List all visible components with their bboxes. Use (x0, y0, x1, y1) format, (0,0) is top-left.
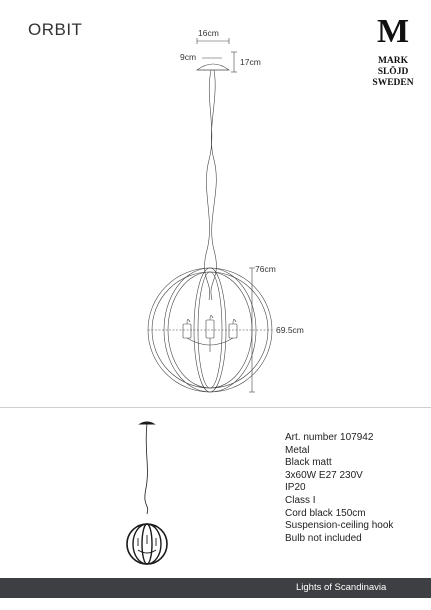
spec-material: Metal (285, 444, 310, 456)
shade-height-label: 76cm (255, 264, 276, 274)
shade-width-label: 69.5cm (276, 325, 304, 335)
product-photo (100, 418, 210, 578)
cord-strand-b (211, 70, 216, 300)
footer-text: Lights of Scandinavia (296, 582, 387, 593)
spec-bulbs: 3x60W E27 230V (285, 469, 363, 481)
canopy-shape (197, 64, 229, 70)
spec-cord: Cord black 150cm (285, 507, 366, 519)
logo-line-1: MARK (377, 56, 409, 66)
spec-mounting: Suspension-ceiling hook (285, 520, 394, 532)
spec-bulb-note: Bulb not included (285, 532, 362, 544)
logo-line-2: SLÖJD (377, 67, 409, 77)
spec-class: Class I (285, 494, 316, 506)
logo-initial: M (376, 13, 410, 50)
canopy-height-label: 17cm (240, 57, 261, 67)
spec-list (285, 432, 393, 545)
cord-strand-a (204, 70, 211, 300)
spec-art-number: Art. number 107942 (285, 432, 374, 443)
product-title: ORBIT (28, 20, 83, 39)
spec-ip-rating: IP20 (285, 482, 306, 494)
logo-line-3: SWEDEN (372, 78, 414, 88)
canopy-width-label: 16cm (198, 28, 219, 38)
section-divider (0, 407, 431, 408)
spec-finish: Black matt (285, 457, 332, 469)
canopy-diameter-label: 9cm (180, 52, 197, 62)
footer-bar (0, 578, 431, 598)
